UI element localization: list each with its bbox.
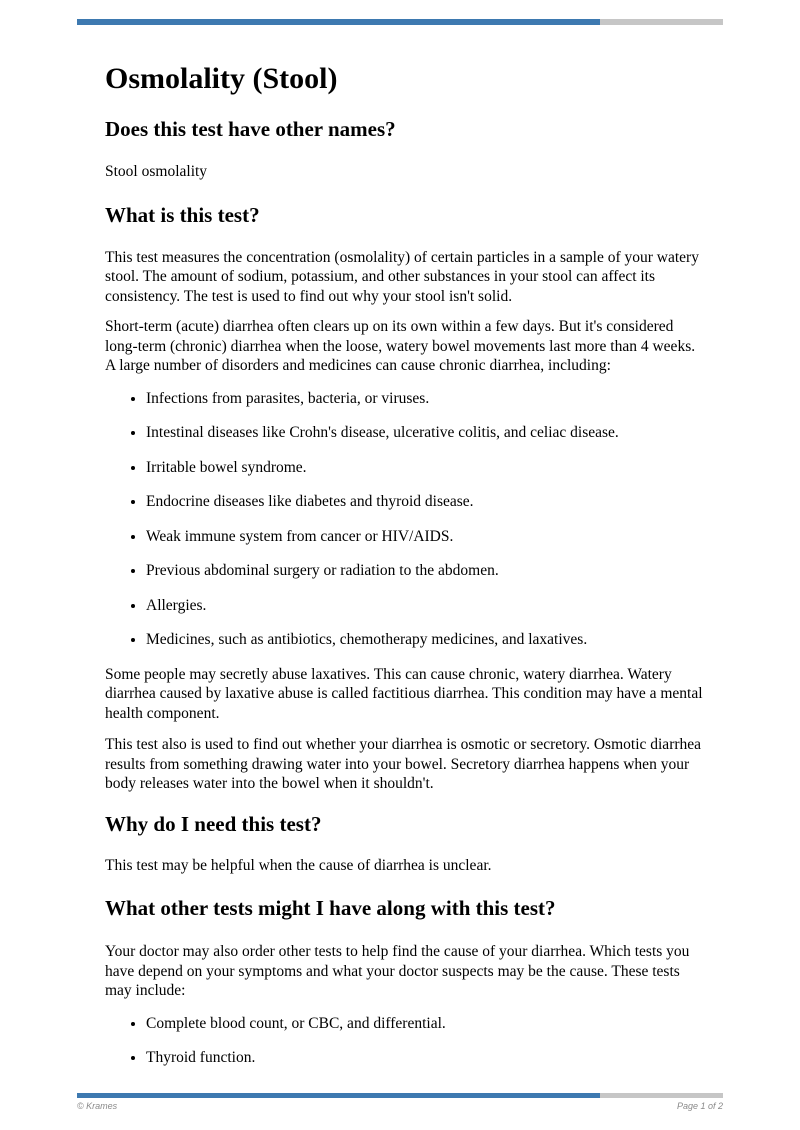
heading-why-need-test: Why do I need this test? — [105, 811, 322, 836]
copyright-text: © Krames — [77, 1101, 118, 1111]
list-item: • Endocrine diseases like diabetes and thyroid disease. — [146, 492, 706, 512]
list-item: • Medicines, such as antibiotics, chemotherapy medicines, and laxatives. — [146, 630, 706, 650]
other-tests-list — [105, 1014, 706, 1068]
other-tests-paragraph: Your doctor may also order other tests to help find the cause of your diarrhea. Which tests you have depend on your symptoms and what your doctor suspects may be the cause. These tests may include: — [105, 943, 690, 999]
list-item: • Complete blood count, or CBC, and differential. — [146, 1014, 706, 1034]
what-is-paragraph-2: Short-term (acute) diarrhea often clears up on its own within a few days. But it's considered long-term (chronic) diarrhea when the loose, watery bowel movements last more than 4 weeks. A large number of disorders and medicines can cause chronic diarrhea, including: — [105, 318, 696, 374]
top-rule-blue-segment — [77, 19, 600, 25]
list-item: • Previous abdominal surgery or radiation to the abdomen. — [146, 561, 706, 581]
heading-other-tests: What other tests might I have along with this test? — [105, 896, 556, 920]
list-item: • Thyroid function. — [146, 1048, 706, 1068]
footer-rule-gray-segment — [600, 1093, 723, 1098]
chronic-diarrhea-causes-list — [105, 389, 706, 650]
why-need-paragraph: This test may be helpful when the cause of diarrhea is unclear. — [105, 856, 492, 874]
page-number: Page 1 of 2 — [676, 1101, 723, 1111]
list-item: • Infections from parasites, bacteria, or viruses. — [146, 389, 706, 409]
other-names-text: Stool osmolality — [105, 163, 208, 180]
footer-rule-blue-segment — [77, 1093, 600, 1098]
heading-other-names: Does this test have other names? — [105, 117, 396, 141]
what-is-paragraph-4: This test also is used to find out whether your diarrhea is osmotic or secretory. Osmotic diarrhea results from something drawing water into your bowel. Secretory diarrhea happens when your body releases water into the bowel when it shouldn't. — [105, 736, 702, 792]
list-item: • Intestinal diseases like Crohn's disease, ulcerative colitis, and celiac disease. — [146, 423, 706, 443]
what-is-paragraph-1: This test measures the concentration (osmolality) of certain particles in a sample of your watery stool. The amount of sodium, potassium, and other substances in your stool can affect its consistency. The test is used to find out why your stool isn't solid. — [105, 248, 699, 305]
what-is-paragraph-3: Some people may secretly abuse laxatives. This can cause chronic, watery diarrhea. Watery diarrhea caused by laxative abuse is called factitious diarrhea. This condition may have a mental health component. — [105, 665, 703, 722]
footer-rule-bar — [77, 1093, 723, 1098]
list-item: • Allergies. — [146, 596, 706, 616]
heading-what-is-this-test: What is this test? — [105, 202, 260, 227]
top-rule-bar — [77, 19, 723, 25]
document-body — [105, 62, 706, 1083]
list-item: • Weak immune system from cancer or HIV/AIDS. — [146, 527, 706, 547]
page-title: Osmolality (Stool) — [105, 62, 338, 95]
top-rule-gray-segment — [600, 19, 723, 25]
page-footer — [77, 1093, 723, 1111]
list-item: • Irritable bowel syndrome. — [146, 458, 706, 478]
